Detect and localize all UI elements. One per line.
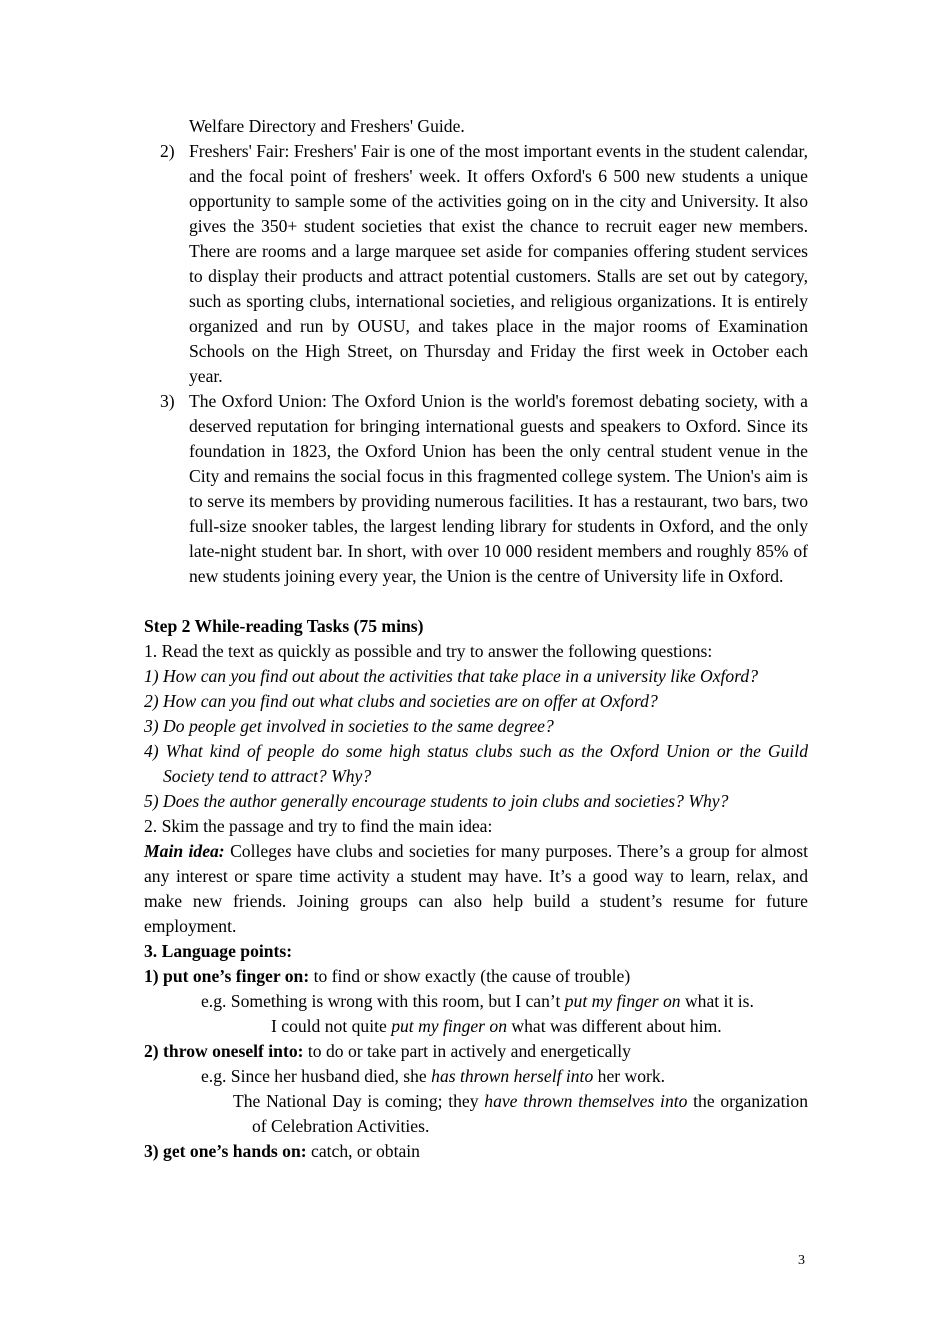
point-definition: catch, or obtain <box>306 1141 420 1161</box>
main-idea-paragraph <box>144 839 808 939</box>
point-2-example-1 <box>144 1064 808 1089</box>
question-4: 4) What kind of people do some high status clubs such as the Oxford Union or the Guild Society tend to attract? Why? <box>144 741 808 786</box>
example-text: I could not quite <box>271 1016 392 1036</box>
example-text: what was different about him. <box>507 1016 722 1036</box>
example-phrase: have thrown themselves into <box>484 1091 688 1111</box>
list-text: The Oxford Union: The Oxford Union is the world's foremost debating society, with a deserved reputation for bringing international guests and speakers to Oxford. Since its foundation in 1823, the Oxford Union has been the only central student venue in the City and remains the social focus in this fragmented college system. The Union's aim is to serve its members by providing numerous facilities. It has a restaurant, two bars, two full-size snooker tables, the largest lending library for students in Oxford, and the only late-night student bar. In short, with over 10 000 resident members and roughly 85% of new students joining every year, the Union is the centre of University life in Oxford. <box>189 391 808 586</box>
point-2 <box>144 1039 808 1064</box>
point-2-example-2 <box>144 1089 808 1139</box>
list-number: 3) <box>160 391 175 411</box>
list-text: Freshers' Fair: Freshers' Fair is one of the most important events in the student calendar, and the focal point of freshers' week. It offers Oxford's 6 500 new students a unique opportunity to sample some of the activities going on in the city and University. It also gives the 350+ student societies that exist the chance to recruit eager new members. There are rooms and a large marquee set aside for companies offering student services to display their products and attract potential customers. Stalls are set out by category, such as sporting clubs, international societies, and religious organizations. It is entirely organized and run by OUSU, and takes place in the major rooms of Examination Schools on the High Street, on Thursday and Friday the first week in October each year. <box>189 141 808 386</box>
list-item-3 <box>144 389 808 589</box>
example-text: The National Day is coming; they <box>233 1091 485 1111</box>
main-idea-text: College <box>224 841 285 861</box>
point-term: 1) put one’s finger on: <box>144 966 310 986</box>
point-term: 3) get one’s hands on: <box>144 1141 307 1161</box>
example-text: e.g. Since her husband died, she <box>201 1066 432 1086</box>
step2-heading: Step 2 While-reading Tasks (75 mins) <box>144 616 424 636</box>
question-2: 2) How can you find out what clubs and societies are on offer at Oxford? <box>144 691 658 711</box>
task-3: 3. Language points: <box>144 941 293 961</box>
point-1 <box>144 964 808 989</box>
page-number: 3 <box>798 1253 805 1268</box>
question-3: 3) Do people get involved in societies to the same degree? <box>144 716 554 736</box>
list-item-2 <box>144 139 808 389</box>
point-definition: to do or take part in actively and energetically <box>303 1041 631 1061</box>
main-idea-label: Main idea: <box>144 841 225 861</box>
task-1: 1. Read the text as quickly as possible and try to answer the following questions: <box>144 641 713 661</box>
example-phrase: put my finger on <box>391 1016 508 1036</box>
page-content <box>144 114 808 1164</box>
task-2: 2. Skim the passage and try to find the main idea: <box>144 816 493 836</box>
point-1-example-2 <box>144 1014 808 1039</box>
example-text: her work. <box>593 1066 666 1086</box>
main-idea-text: have clubs and societies for many purposes. There’s a group for almost any interest or spare time activity a student may have. It’s a good way to learn, relax, and make new friends. Joining groups can also help build a student’s resume for future employment. <box>144 841 809 936</box>
example-phrase: has thrown herself into <box>431 1066 594 1086</box>
point-definition: to find or show exactly (the cause of trouble) <box>309 966 631 986</box>
point-3 <box>144 1139 808 1164</box>
list-item-1-continuation: Welfare Directory and Freshers' Guide. <box>189 116 465 136</box>
main-idea-emphasis: s <box>284 841 292 861</box>
point-term: 2) throw oneself into: <box>144 1041 304 1061</box>
example-text: what it is. <box>680 991 754 1011</box>
question-5: 5) Does the author generally encourage students to join clubs and societies? Why? <box>144 791 729 811</box>
point-1-example-1 <box>144 989 808 1014</box>
example-text: the organization of Celebration Activities. <box>252 1091 808 1136</box>
example-text: e.g. Something is wrong with this room, but I can’t <box>201 991 565 1011</box>
question-1: 1) How can you find out about the activities that take place in a university like Oxford? <box>144 666 759 686</box>
list-number: 2) <box>160 141 175 161</box>
example-phrase: put my finger on <box>564 991 681 1011</box>
